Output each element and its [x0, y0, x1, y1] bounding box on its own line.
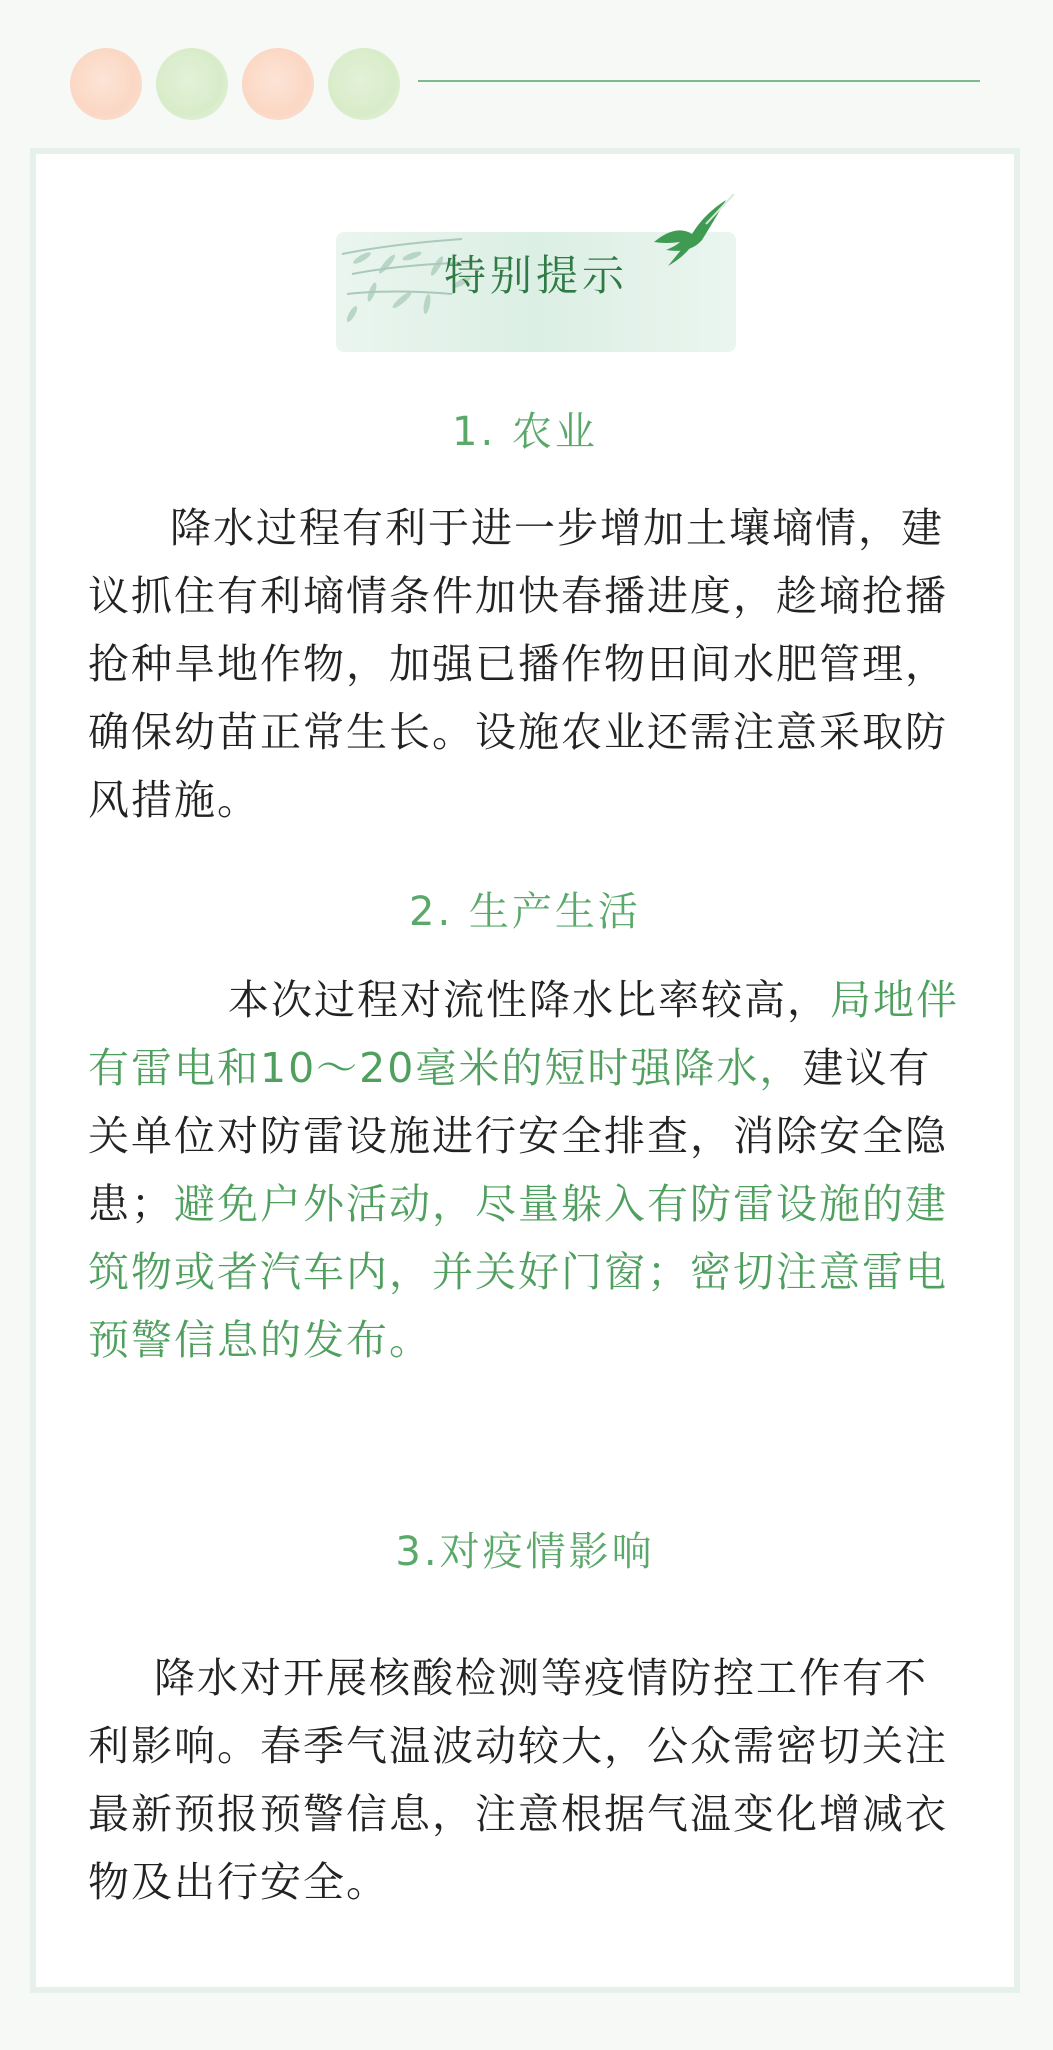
- page-title: 特别提示: [443, 251, 628, 300]
- paragraph-text: 本次过程对流性降水比率较高，: [228, 976, 830, 1024]
- paragraph-text: 建议有关单位对防雷设施进行安全排查，消除安全隐患；: [88, 1044, 948, 1228]
- section-paragraph-agriculture: 降水过程有利于进一步增加土壤墒情，建议抓住有利墒情条件加快春播进度，趁墒抢播抢种旱地作物，加强已播作物田间水肥管理，确保幼苗正常生长。设施农业还需注意采取防风措施。: [88, 504, 948, 824]
- section-paragraph-epidemic: 降水对开展核酸检测等疫情防控工作有不利影响。春季气温波动较大，公众需密切关注最新预报预警信息，注意根据气温变化增减衣物及出行安全。: [88, 1654, 948, 1906]
- section-heading-agriculture: 1. 农业: [452, 409, 598, 455]
- section-heading-epidemic: 3.对疫情影响: [395, 1529, 655, 1575]
- highlight-text: 局地伴有雷电和10～20毫米的短时强降水，: [88, 976, 959, 1092]
- section-heading-production-life: 2. 生产生活: [409, 889, 641, 935]
- decor-dot-green: [156, 48, 228, 120]
- bottom-band: [0, 1993, 1053, 2050]
- decor-dot-green: [328, 48, 400, 120]
- section-paragraph-production-life: [88, 966, 964, 1374]
- decor-dot-peach: [70, 48, 142, 120]
- highlight-text: 避免户外活动，尽量躲入有防雷设施的建筑物或者汽车内，并关好门窗；密切注意雷电预警信息的发布。: [88, 1180, 948, 1364]
- decor-dot-peach: [242, 48, 314, 120]
- top-decoration: [0, 0, 1053, 150]
- content-card: [30, 148, 1020, 1993]
- decor-line: [418, 80, 980, 82]
